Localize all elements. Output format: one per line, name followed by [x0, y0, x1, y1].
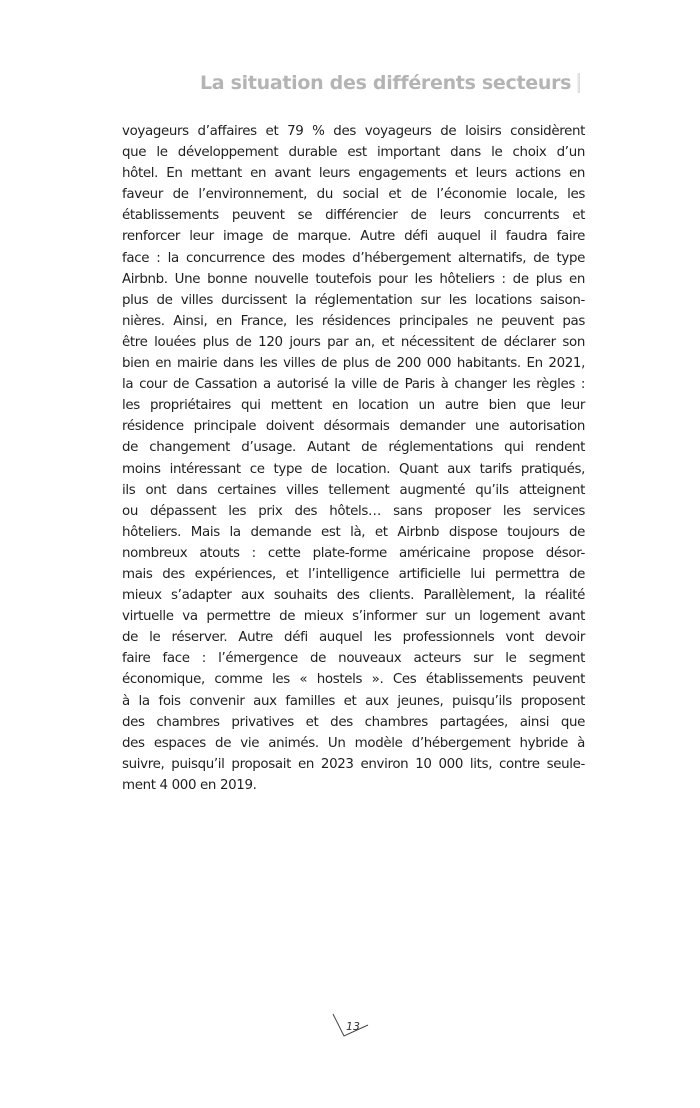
text-line: de le réserver. Autre défi auquel les professionnels vont devoir [122, 630, 585, 646]
text-line: hôteliers. Mais la demande est là, et Airbnb dispose toujours de [122, 524, 585, 540]
text-line: à la fois convenir aux familles et aux jeunes, puisqu’ils proposent [122, 693, 585, 709]
running-header [200, 68, 580, 98]
text-line: virtuelle va permettre de mieux s’informer sur un logement avant [122, 609, 585, 625]
text-line: résidence principale doivent désormais demander une autorisation [122, 419, 585, 435]
text-line: face : la concurrence des modes d’hébergement alternatifs, de type [122, 250, 585, 266]
text-line: Airbnb. Une bonne nouvelle toutefois pour les hôteliers : de plus en [122, 271, 585, 287]
text-line: suivre, puisqu’il proposait en 2023 environ 10 000 lits, contre seule- [122, 756, 585, 772]
text-line: plus de villes durcissent la réglementation sur les locations saison- [122, 292, 585, 308]
text-line: mais des expériences, et l’intelligence artificielle lui permettra de [122, 566, 585, 582]
text-line: ment 4 000 en 2019. [122, 777, 257, 793]
text-line: la cour de Cassation a autorisé la ville de Paris à changer les règles : [122, 377, 585, 393]
text-line: nières. Ainsi, en France, les résidences principales ne peuvent pas [122, 313, 585, 329]
text-line: hôtel. En mettant en avant leurs engagements et leurs actions en [122, 166, 585, 182]
text-line: être louées plus de 120 jours par an, et nécessitent de déclarer son [122, 334, 585, 350]
folio-chevron-icon [330, 1012, 390, 1042]
text-line: des chambres privatives et des chambres partagées, ainsi que [122, 714, 585, 730]
text-line: établissements peuvent se différencier de leurs concurrents et [122, 208, 585, 224]
text-line: ils ont dans certaines villes tellement augmenté qu’ils atteignent [122, 482, 585, 498]
text-line: voyageurs d’affaires et 79 % des voyageurs de loisirs considèrent [122, 124, 585, 139]
text-line: économique, comme les « hostels ». Ces établissements peuvent [122, 672, 585, 688]
text-line: renforcer leur image de marque. Autre défi auquel il faudra faire [122, 229, 585, 245]
text-line: bien en mairie dans les villes de plus de 200 000 habitants. En 2021, [122, 356, 585, 372]
text-line: mieux s’adapter aux souhaits des clients. Parallèlement, la réalité [122, 588, 585, 604]
section-title: La situation des différents secteurs [200, 72, 572, 94]
text-line: ou dépassent les prix des hôtels… sans proposer les services [122, 503, 585, 519]
text-line: faire face : l’émergence de nouveaux acteurs sur le segment [122, 651, 585, 667]
text-line: des espaces de vie animés. Un modèle d’hébergement hybride à [122, 735, 585, 751]
text-line: moins intéressant ce type de location. Quant aux tarifs pratiqués, [122, 461, 585, 477]
page-folio [330, 1012, 390, 1042]
text-line: de changement d’usage. Autant de réglementations qui rendent [122, 440, 585, 456]
text-line: faveur de l’environnement, du social et de l’économie locale, les [122, 187, 585, 203]
header-gradient-bar [577, 73, 580, 93]
body-paragraph [122, 121, 585, 796]
page-number: 13 [346, 1020, 360, 1033]
text-line: que le développement durable est important dans le choix d’un [122, 145, 585, 161]
text-line: les propriétaires qui mettent en location un autre bien que leur [122, 398, 585, 414]
text-line: nombreux atouts : cette plate-forme américaine propose désor- [122, 545, 585, 561]
